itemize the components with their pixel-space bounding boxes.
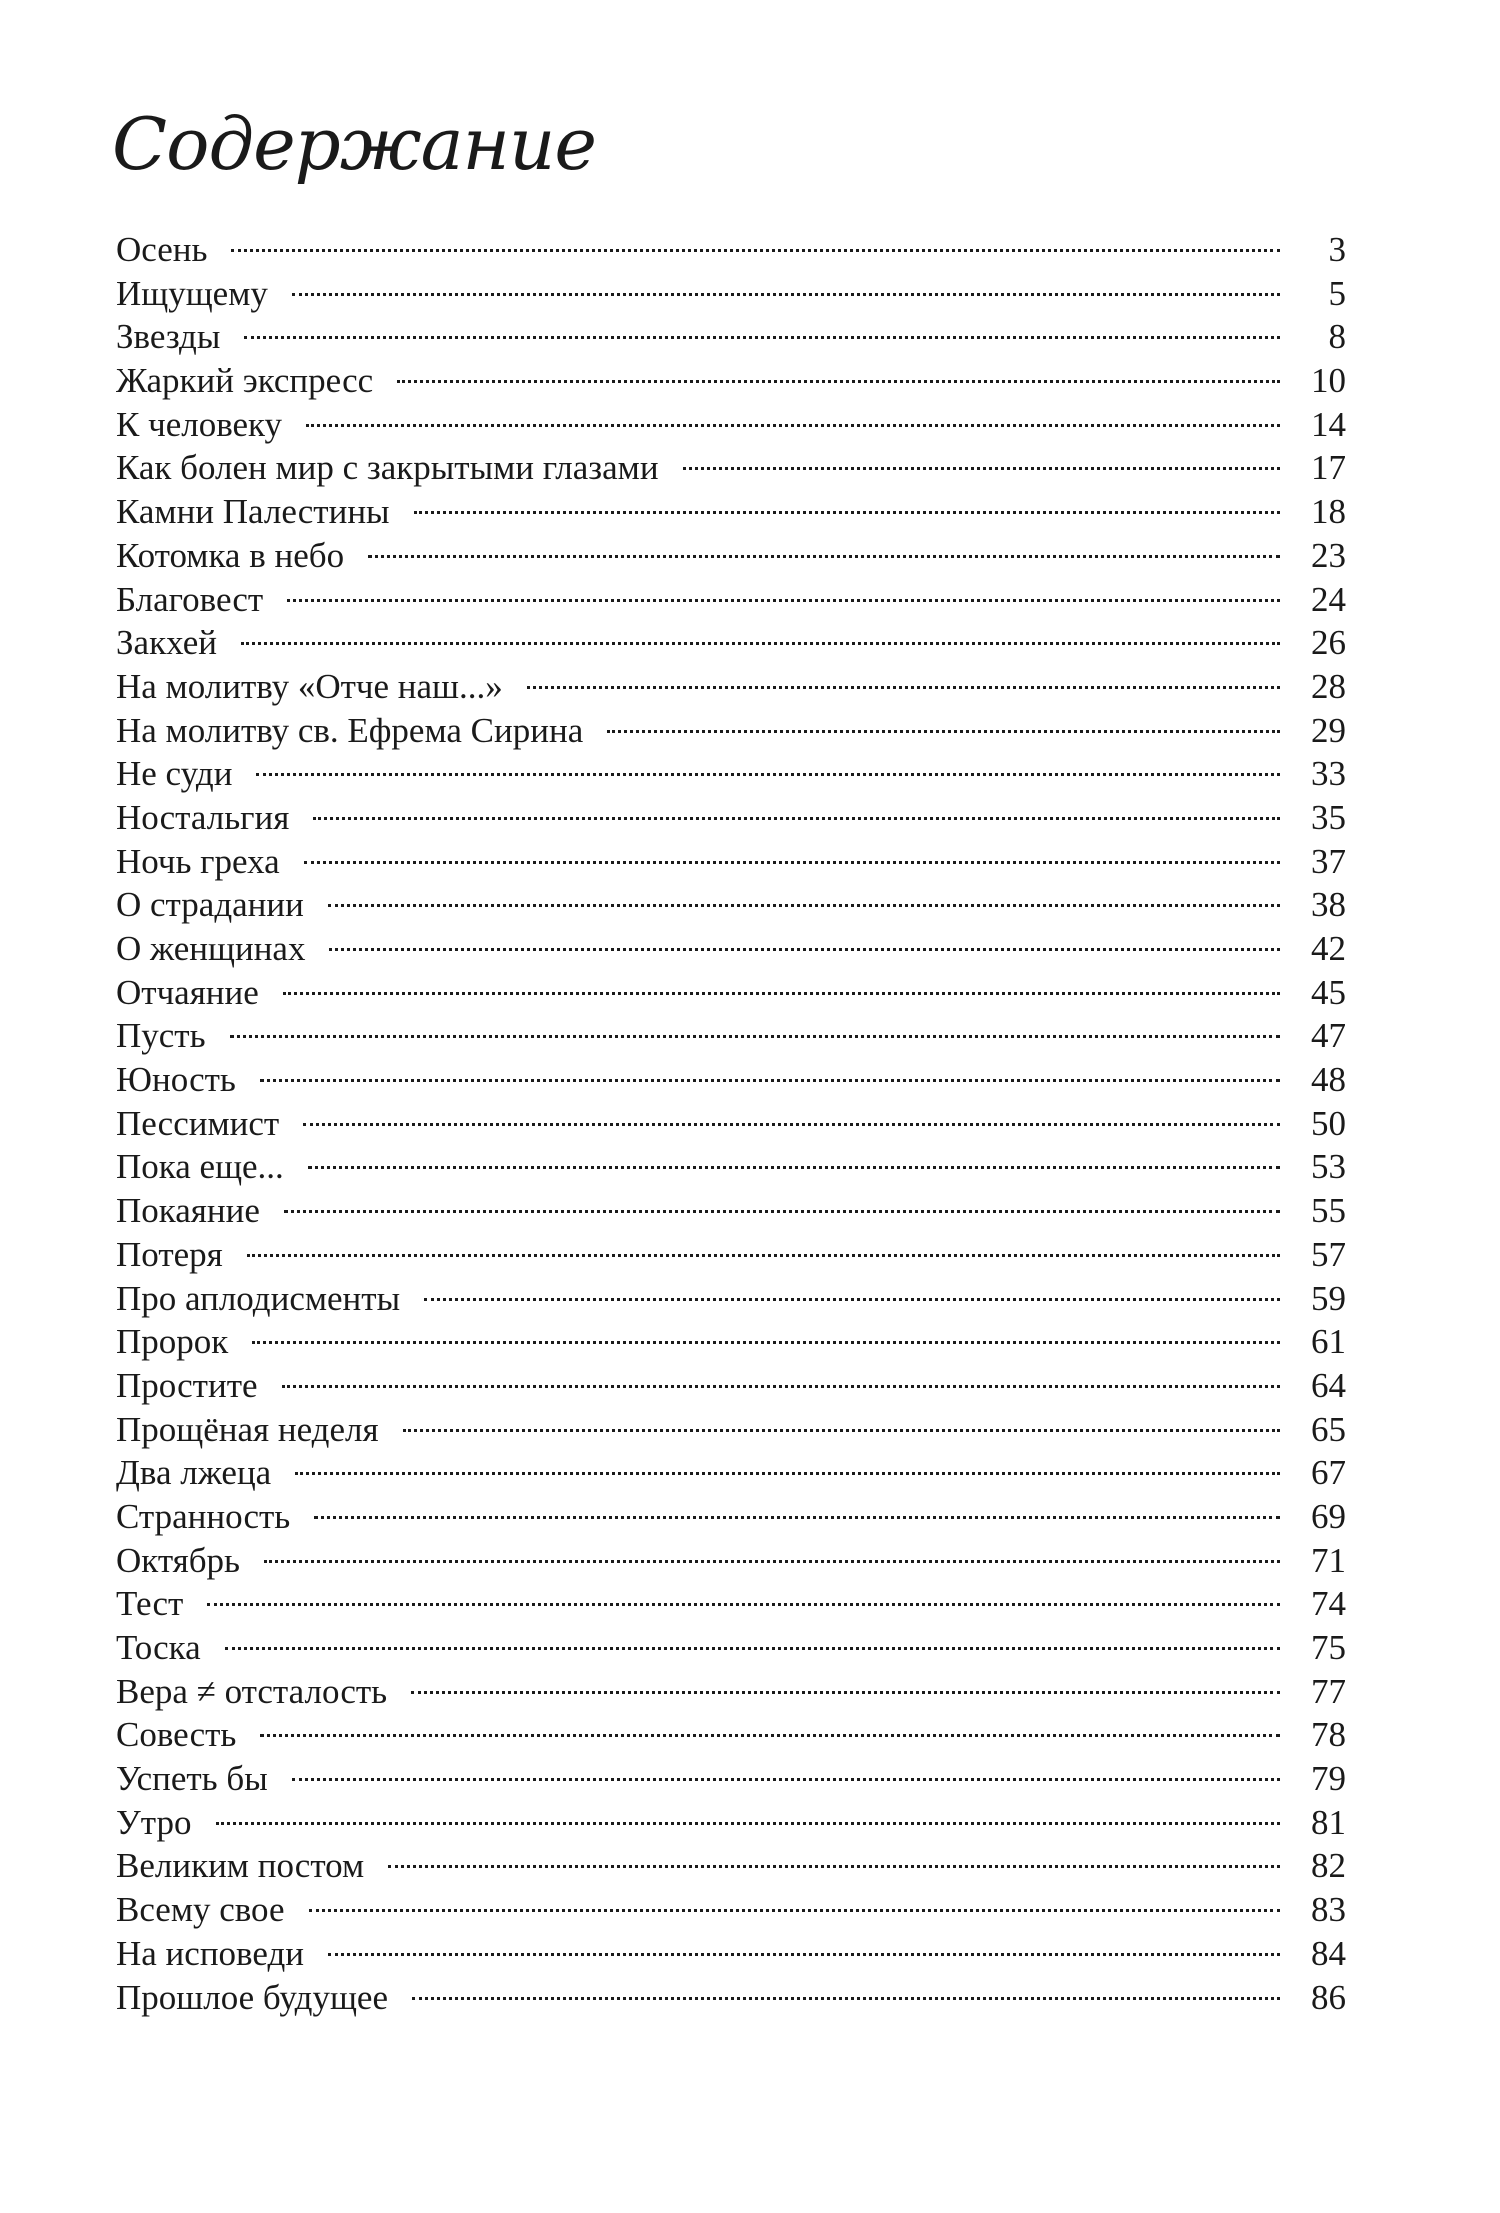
dot-leader [264, 1560, 1280, 1563]
dot-leader [607, 730, 1280, 733]
toc-entry [116, 1451, 1346, 1495]
toc-entry-page-number: 48 [1311, 1060, 1346, 1100]
toc-entry-page-number: 84 [1311, 1933, 1346, 1973]
toc-entry [116, 1408, 1346, 1452]
toc-entry-title: Пессимист [116, 1103, 280, 1143]
toc-entry [116, 1844, 1346, 1888]
dot-leader [287, 599, 1280, 602]
dot-leader [328, 1953, 1280, 1956]
toc-entry-page-number: 3 [1328, 230, 1346, 269]
toc-entry-page-number: 37 [1311, 841, 1346, 881]
toc-entry-page-number: 77 [1311, 1671, 1346, 1711]
toc-entry [116, 1364, 1346, 1408]
toc-entry [116, 1058, 1346, 1102]
toc-entry-page-number: 29 [1311, 710, 1346, 750]
toc-entry [116, 446, 1346, 490]
dot-leader [412, 1997, 1280, 2000]
toc-entry-title: Два лжеца [116, 1453, 272, 1493]
toc-entry-title: На молитву «Отче наш...» [116, 666, 503, 706]
toc-entry-title: Простите [116, 1365, 258, 1405]
toc-entry-page-number: 18 [1311, 492, 1346, 532]
toc-entry-title: Потеря [116, 1234, 223, 1274]
toc-entry-page-number: 57 [1311, 1234, 1346, 1274]
toc-entry [116, 796, 1346, 840]
toc-entry-page-number: 69 [1311, 1496, 1346, 1536]
toc-entry [116, 1102, 1346, 1146]
toc-entry [116, 1495, 1346, 1539]
dot-leader [231, 249, 1280, 252]
dot-leader [292, 293, 1280, 296]
toc-entry [116, 228, 1346, 272]
dot-leader [247, 1254, 1280, 1257]
dot-leader [414, 511, 1280, 514]
toc-entry-page-number: 50 [1311, 1103, 1346, 1143]
toc-entry-title: Юность [116, 1060, 236, 1100]
toc-entry-page-number: 10 [1311, 361, 1346, 401]
toc-entry [116, 752, 1346, 796]
toc-entry-title: Осень [116, 230, 208, 269]
toc-entry-page-number: 17 [1311, 448, 1346, 488]
toc-entry-page-number: 75 [1311, 1628, 1346, 1667]
toc-entry [116, 621, 1346, 665]
toc-entry-title: Прошлое будущее [116, 1977, 389, 2017]
toc-entry-title: Тоска [116, 1628, 201, 1667]
toc-entry [116, 1145, 1346, 1189]
dot-leader [292, 1778, 1280, 1781]
toc-entry [116, 534, 1346, 578]
toc-entry-title: Пророк [116, 1322, 229, 1362]
toc-entry-page-number: 23 [1311, 535, 1346, 575]
toc-entry-page-number: 61 [1311, 1322, 1346, 1362]
toc-entry-title: Прощёная неделя [116, 1409, 379, 1449]
toc-entry-page-number: 78 [1311, 1715, 1346, 1755]
toc-entry [116, 1233, 1346, 1277]
dot-leader [313, 817, 1280, 820]
toc-entry [116, 1801, 1346, 1845]
toc-entry-title: Звезды [116, 317, 221, 357]
dot-leader [308, 1166, 1280, 1169]
dot-leader [295, 1472, 1280, 1475]
dot-leader [388, 1865, 1280, 1868]
toc-entry-page-number: 24 [1311, 579, 1346, 619]
toc-entry-page-number: 45 [1311, 972, 1346, 1012]
toc-entry-title: Камни Палестины [116, 492, 390, 532]
toc-entry [116, 883, 1346, 927]
dot-leader [241, 642, 1280, 645]
toc-entry-page-number: 59 [1311, 1278, 1346, 1318]
toc-entry-title: Про аплодисменты [116, 1278, 401, 1318]
toc-entry-page-number: 33 [1311, 754, 1346, 794]
toc-entry-page-number: 64 [1311, 1365, 1346, 1405]
toc-entry-title: Пока еще... [116, 1147, 284, 1187]
toc-entry-title: Тест [116, 1584, 184, 1624]
dot-leader [403, 1429, 1280, 1432]
dot-leader [284, 1210, 1280, 1213]
toc-entry-title: Ночь греха [116, 841, 280, 881]
toc-entry-page-number: 67 [1311, 1453, 1346, 1493]
dot-leader [225, 1647, 1280, 1650]
dot-leader [411, 1691, 1280, 1694]
toc-entry-page-number: 42 [1311, 929, 1346, 968]
dot-leader [282, 1385, 1280, 1388]
toc-entry [116, 927, 1346, 971]
toc-entry [116, 1320, 1346, 1364]
toc-entry-page-number: 53 [1311, 1147, 1346, 1187]
toc-entry-title: Закхей [116, 623, 217, 663]
toc-entry-page-number: 86 [1311, 1977, 1346, 2017]
toc-entry [116, 709, 1346, 753]
dot-leader [424, 1298, 1280, 1301]
toc-entry-title: Великим постом [116, 1846, 365, 1886]
toc-entry-title: Успеть бы [116, 1759, 268, 1799]
toc-entry-title: Всему свое [116, 1890, 285, 1930]
toc-entry-title: На молитву св. Ефрема Сирина [116, 710, 584, 750]
toc-entry [116, 665, 1346, 709]
dot-leader [207, 1603, 1280, 1606]
toc-entry-title: О страдании [116, 885, 304, 925]
dot-leader [283, 992, 1280, 995]
toc-entry-page-number: 65 [1311, 1409, 1346, 1449]
toc-entry-page-number: 47 [1311, 1016, 1346, 1056]
toc-entry-title: Совесть [116, 1715, 237, 1755]
toc-entry-title: Ищущему [116, 273, 268, 313]
toc-entry [116, 272, 1346, 316]
toc-entry-page-number: 55 [1311, 1191, 1346, 1231]
dot-leader [527, 686, 1280, 689]
toc-entry-title: О женщинах [116, 929, 306, 968]
toc-entry-page-number: 82 [1311, 1846, 1346, 1886]
toc-entry [116, 359, 1346, 403]
dot-leader [314, 1516, 1280, 1519]
toc-entry-title: Не суди [116, 754, 233, 794]
toc-entry-page-number: 28 [1311, 666, 1346, 706]
toc-entry [116, 1014, 1346, 1058]
page-title: Содержание [112, 102, 596, 186]
dot-leader [329, 948, 1280, 951]
dot-leader [256, 773, 1280, 776]
dot-leader [252, 1341, 1280, 1344]
toc-entry [116, 840, 1346, 884]
toc-entry-title: Утро [116, 1802, 192, 1842]
toc-entry-title: Жаркий экспресс [116, 361, 374, 401]
dot-leader [683, 467, 1280, 470]
toc-entry-title: Ностальгия [116, 797, 290, 837]
toc-entry-page-number: 83 [1311, 1890, 1346, 1930]
toc-entry [116, 1582, 1346, 1626]
toc-entry [116, 1277, 1346, 1321]
toc-entry-title: Благовест [116, 579, 264, 619]
toc-entry [116, 578, 1346, 622]
toc-entry-page-number: 5 [1328, 273, 1346, 313]
toc-entry-title: Котомка в небо [116, 535, 345, 575]
toc-entry-title: К человеку [116, 404, 283, 444]
toc-entry-title: Отчаяние [116, 972, 259, 1012]
dot-leader [397, 380, 1280, 383]
toc-entry-page-number: 35 [1311, 797, 1346, 837]
toc-entry-page-number: 79 [1311, 1759, 1346, 1799]
toc-entry-page-number: 26 [1311, 623, 1346, 663]
toc-entry [116, 1626, 1346, 1670]
dot-leader [260, 1734, 1280, 1737]
toc-entry [116, 1713, 1346, 1757]
toc-entry [116, 1670, 1346, 1714]
toc-entry [116, 1976, 1346, 2020]
toc-entry-page-number: 81 [1311, 1802, 1346, 1842]
toc-entry-page-number: 14 [1311, 404, 1346, 444]
toc-entry [116, 1189, 1346, 1233]
dot-leader [304, 861, 1280, 864]
toc-entry [116, 315, 1346, 359]
dot-leader [306, 424, 1280, 427]
dot-leader [230, 1035, 1280, 1038]
table-of-contents [116, 228, 1346, 2019]
dot-leader [368, 555, 1280, 558]
dot-leader [328, 904, 1280, 907]
toc-entry-title: Октябрь [116, 1540, 241, 1580]
toc-entry-title: Покаяние [116, 1191, 260, 1231]
toc-entry [116, 1888, 1346, 1932]
dot-leader [303, 1123, 1280, 1126]
toc-entry-page-number: 71 [1311, 1540, 1346, 1580]
toc-entry [116, 1932, 1346, 1976]
dot-leader [216, 1822, 1280, 1825]
toc-entry-page-number: 74 [1311, 1584, 1346, 1624]
toc-entry [116, 1539, 1346, 1583]
toc-entry [116, 403, 1346, 447]
toc-entry-page-number: 38 [1311, 885, 1346, 925]
toc-entry-title: Как болен мир с закрытыми глазами [116, 448, 659, 488]
toc-entry-title: Странность [116, 1496, 291, 1536]
toc-entry-title: На исповеди [116, 1933, 304, 1973]
dot-leader [244, 336, 1280, 339]
dot-leader [309, 1909, 1280, 1912]
toc-entry-title: Вера ≠ отсталость [116, 1671, 388, 1711]
toc-entry [116, 490, 1346, 534]
toc-entry [116, 971, 1346, 1015]
dot-leader [260, 1079, 1280, 1082]
toc-entry [116, 1757, 1346, 1801]
toc-entry-title: Пусть [116, 1016, 206, 1056]
toc-entry-page-number: 8 [1328, 317, 1346, 357]
